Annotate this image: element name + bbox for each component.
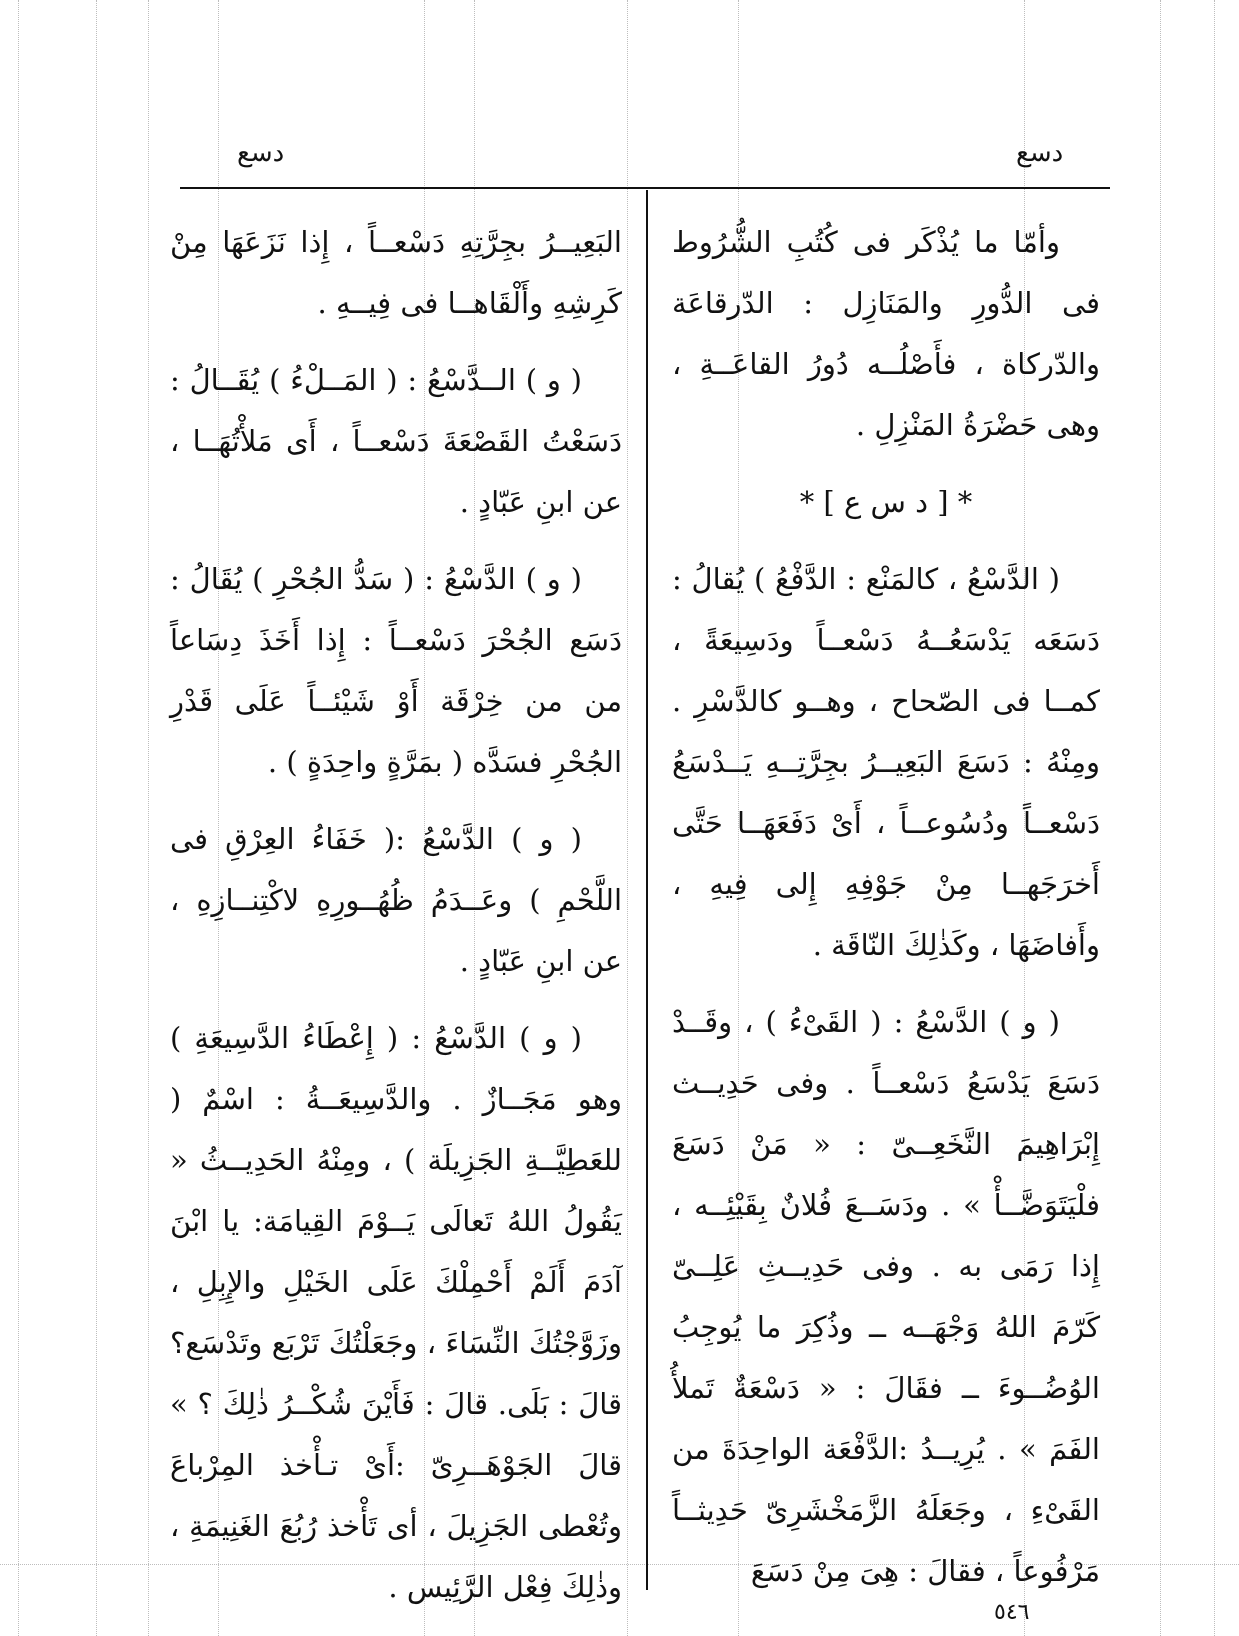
paragraph: البَعِيــرُ بجِرَّتِهِ دَسْعــاً ، إِذا نَزَعَهَا مِنْ كَرِشِهِ وأَلْقَاهــا فى فِيــهِ . xyxy=(170,225,622,320)
paragraph: ( و ) الدَّسْعُ : ( سَدُّ الجُحْرِ ) يُقَالُ : دَسَع الجُحْرَ دَسْعــاً : إِذا أَخَذَ دِسَاعاً من من خِرْقَة أَوْ شَيْئــاً عَلَى قَدْرِ الجُحْرِ فسَدَّه ( بمَرَّةٍ واحِدَةٍ ) . xyxy=(170,562,622,779)
page-number: ٥٤٦ xyxy=(994,1600,1030,1625)
scan-guide-line xyxy=(148,0,149,1636)
scan-guide-line xyxy=(18,0,19,1636)
paragraph: ( و ) الدَّسْعُ :( خَفَاءُ العِرْقِ فى اللَّحْمِ ) وعَــدَمُ ظُهُــورِهِ لاكْتِنــازِهِ ، عن ابنِ عَبّادٍ . xyxy=(170,822,622,978)
header-rule xyxy=(180,187,1110,189)
paragraph: ( و ) الدَّسْعُ : ( القَىْءُ ) ، وقَــدْ دَسَعَ يَدْسَعُ دَسْعــاً . وفى حَدِيــث إِبْرَاهِيمَ النَّخَعِــىّ : « مَنْ دَسَعَ فلْيَتَوَضَّــأْ » . ودَسَــعَ فُلانٌ بِقَيْئِــه ، إِذا رَمَى به . وفى حَدِيــثِ عَلِــىّ كَرّمَ اللهُ وَجْهَــه ــ وذُكِرَ ما يُوجِبُ الوُضُــوءَ ــ فقَالَ : « دَسْعَةٌ تَملأُ الفَمَ » . يُرِيــدُ :الدَّفْعَة الواحِدَةَ من القَىْءِ ، وجَعَلَهُ الزَّمَخْشَرِىّ حَدِيثــاً مَرْفُوعاً ، فقالَ : هِىَ مِنْ دَسَعَ xyxy=(672,1005,1100,1588)
paragraph: ( الدَّسْعُ ، كالمَنْع : الدَّفْعُ ) يُقالُ : دَسَعَه يَدْسَعُــهُ دَسْعــاً ودَسِيعَةً ، كمــا فى الصّحاح ، وهــو كالدَّسْرِ . ومِنْهُ : دَسَعَ البَعِيــرُ بجِرَّتِــهِ يَــدْسَعُ دَسْعــاً ودُسُوعــاً ، أَىْ دَفَعَهَــا حَتَّى أَخرَجَهــا مِنْ جَوْفِهِ إِلى فِيهِ ، وأَفاضَهَا ، وكَذٰلِكَ النّاقَة . xyxy=(672,562,1100,962)
scan-guide-line xyxy=(1160,0,1161,1636)
left-column xyxy=(170,212,622,1634)
right-column xyxy=(672,212,1100,1618)
running-head-left: دسع xyxy=(237,138,285,168)
column-divider xyxy=(646,190,648,1590)
paragraph: ( و ) الــدَّسْعُ : ( المَــلْءُ ) يُقَــالُ : دَسَعْتُ القَصْعَةَ دَسْعــاً ، أَى مَلأْتُهَــا ، عن ابنِ عَبّادٍ . xyxy=(170,363,622,519)
scan-guide-line xyxy=(627,0,628,1636)
paragraph: وأمّا ما يُذْكَر فى كُتُبِ الشُّرُوط فى الدُّورِ والمَنَازِل : الدّرقاعَة والدّركاة ، فأَصْلُــه دُورُ القاعَــةِ ، وهى حَضْرَةُ المَنْزِلِ . xyxy=(672,225,1100,442)
running-head-right: دسع xyxy=(1016,138,1064,168)
entry-heading: * [ د س ع ] * xyxy=(799,485,973,519)
paragraph: ( و ) الدَّسْعُ : ( إِعْطَاءُ الدَّسِيعَةِ ) وهو مَجَــازٌ . والدَّسِيعَــةُ : اسْمٌ ( للعَطِيَّــةِ الجَزِيلَة ) ، ومِنْهُ الحَدِيــثُ « يَقُولُ اللهُ تَعالَى يَــوْمَ القِيامَة: يا ابْنَ آدَمَ أَلَمْ أَحْمِلْكَ عَلَى الخَيْلِ والإِبِلِ ، وزَوَّجْتُكَ النِّسَاءَ ، وجَعَلْتُكَ تَرْبَع وتَدْسَع؟ قالَ : بَلَى. قالَ : فَأَيْنَ شُكْــرُ ذٰلِكَ ؟ » قالَ الجَوْهَــرِىّ :أَىْ تـأْخذ المِرْباعَ وتُعْطى الجَزِيلَ ، أى تَأْخذ رُبُعَ الغَنِيمَةِ ، وذٰلِكَ فِعْل الرَّئِيس . xyxy=(170,1021,622,1604)
scan-guide-line xyxy=(96,0,97,1636)
scan-guide-line xyxy=(1214,0,1215,1636)
